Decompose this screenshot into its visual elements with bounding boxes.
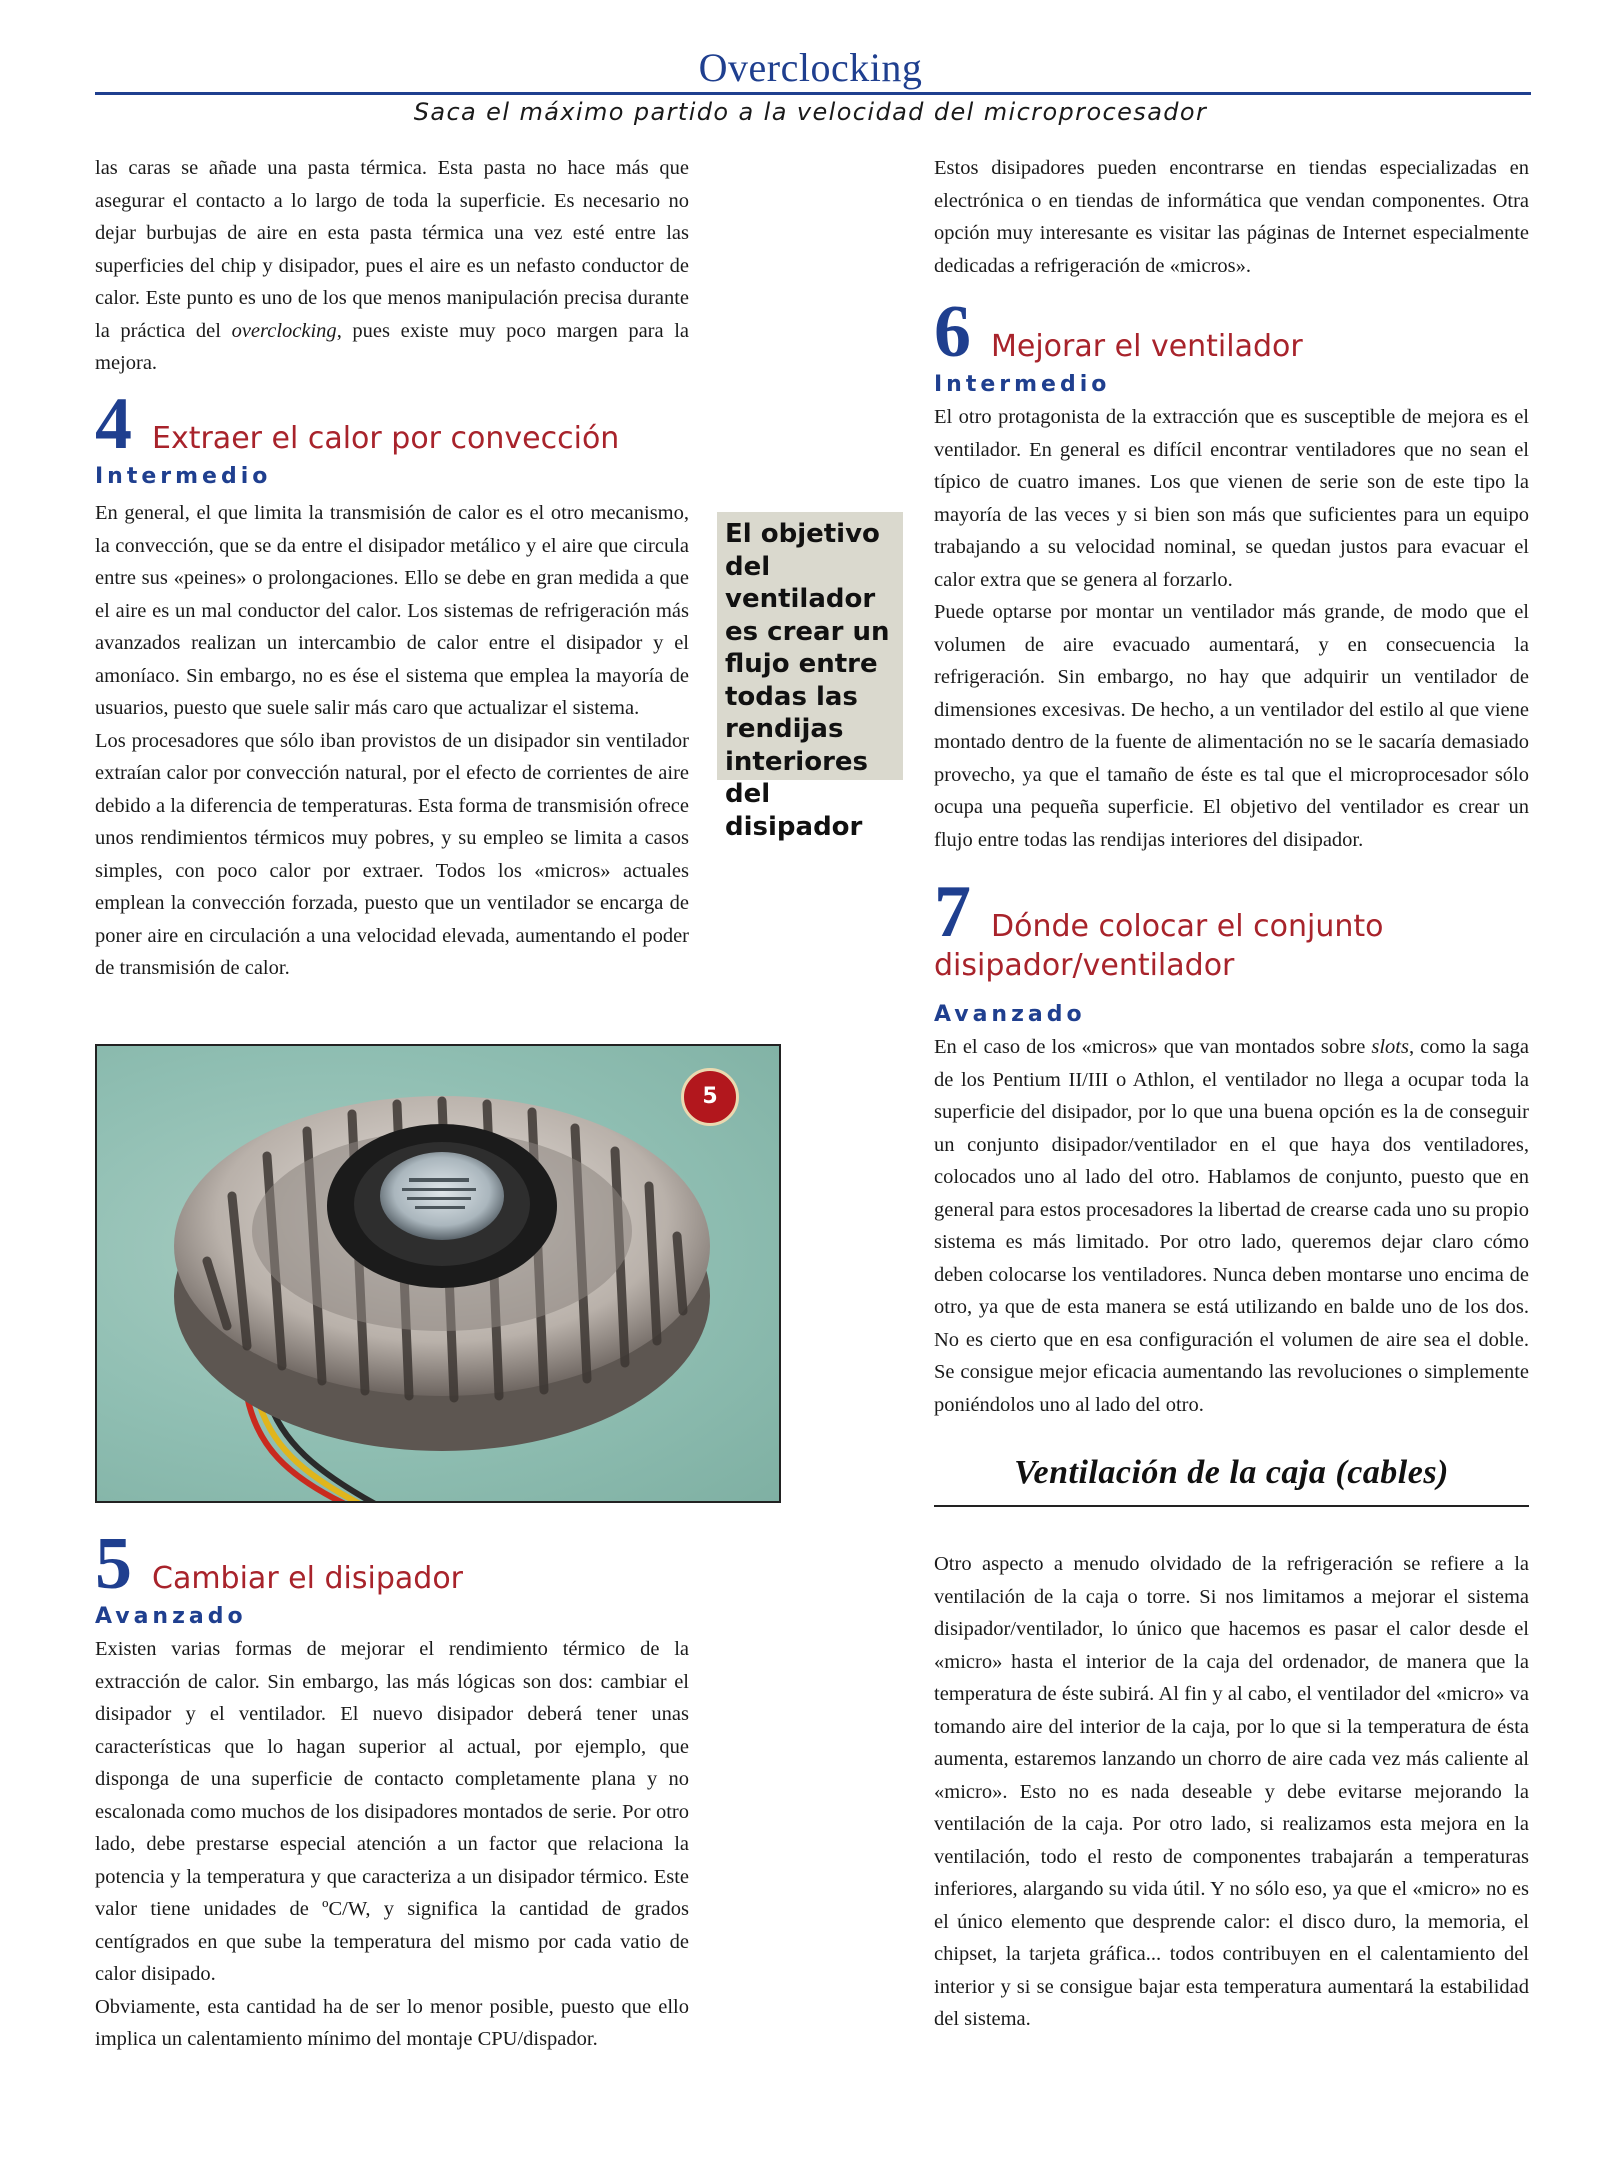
slots-term: slots: [1371, 1036, 1409, 1058]
section-title: Cambiar el disipador: [152, 1561, 464, 1596]
section-6: [934, 291, 1529, 856]
body-paragraph: Puede optarse por montar un ventilador más grande, de modo que el volumen de aire evacuado aumentará, y en consecuencia la refrigeración. Sin embargo, no hay que adquirir un ventilador de dimensiones excesivas. De hecho, a un ventilador del estilo al que viene montado dentro de la fuente de alimentación no se le sacaría demasiado provecho, ya que el tamaño de éste es tal que el microprocesador sólo ocupa una pequeña superficie. El objetivo del ventilador es crear un flujo entre todas las rendijas interiores del disipador.: [934, 601, 1529, 851]
difficulty-level: Intermedio: [934, 372, 1111, 397]
section-title-line2: disipador/ventilador: [934, 948, 1235, 983]
body-paragraph: Estos disipadores pueden encontrarse en tiendas especializadas en electrónica o en tiendas de informática que vendan componentes. Otra opción muy interesante es visitar las páginas de Internet especialmente dedicadas a refrigeración de «micros».: [934, 157, 1529, 277]
section-7: [934, 871, 1529, 1421]
pull-quote: El objetivo del ventilador es crear un flujo entre todas las rendijas interiores del disipador: [717, 512, 903, 780]
difficulty-level: Intermedio: [95, 464, 272, 489]
section-number: 7: [934, 871, 971, 953]
body-paragraph: Existen varias formas de mejorar el rendimiento térmico de la extracción de calor. Sin embargo, las más lógicas son dos: cambiar el disipador y el ventilador. El nuevo disipador deberá tener unas características que lo hagan superior al actual, por ejemplo, que disponga de una superficie de contacto completamente plana y no escalonada como muchos de los disipadores montados de serie. Por otro lado, debe prestarse especial atención a un factor que relaciona la potencia y la temperatura y que caracteriza a un disipador térmico. Este valor tiene unidades de ºC/W, y significa la cantidad de grados centígrados en que sube la temperatura del mismo por cada vatio de calor disipado.: [95, 1638, 689, 1985]
section-number: 4: [95, 383, 132, 465]
overclocking-term: overclocking: [231, 319, 337, 342]
section-4: [95, 383, 689, 985]
body-paragraph: Obviamente, esta cantidad ha de ser lo menor posible, puesto que ello implica un calentamiento mínimo del montaje CPU/dispador.: [95, 1995, 689, 2050]
right-intro: [934, 152, 1529, 282]
section-number: 5: [95, 1523, 132, 1605]
box-title-rule: [934, 1505, 1529, 1507]
difficulty-level: Avanzado: [95, 1604, 247, 1629]
difficulty-level: Avanzado: [934, 1002, 1086, 1027]
left-intro: [95, 152, 689, 380]
header-rule: [95, 92, 1531, 95]
body-paragraph: El otro protagonista de la extracción que es susceptible de mejora es el ventilador. En general es difícil encontrar ventiladores que no sean el típico de cuatro imanes. Los que vienen de serie son de este tipo la mayoría de las veces y si bien son más que suficientes para un equipo trabajando a su velocidad nominal, se quedan justos para evacuar el calor extra que se genera al forzarlo.: [934, 406, 1529, 591]
section-5: [95, 1523, 689, 2056]
section-number: 6: [934, 291, 971, 373]
body-paragraph: Los procesadores que sólo iban provistos de un disipador sin ventilador extraían calor por convección natural, por el efecto de corrientes de aire debido a la diferencia de temperaturas. Esta forma de transmisión ofrece unos rendimientos térmicos muy pobres, y su empleo se limita a casos simples, con poco calor por extraer. Todos los «micros» actuales emplean la convección forzada, puesto que un ventilador se encarga de poner aire en circulación a una velocidad elevada, aumentando el poder de transmisión de calor.: [95, 729, 689, 979]
section-5-heading: [95, 1523, 689, 1605]
section-7-heading: [934, 871, 1529, 953]
intro-paragraph: las caras se añade una pasta térmica. Esta pasta no hace más que asegurar el contacto a lo largo de toda la superficie. Es necesario no dejar burbujas de aire en esta pasta térmica una vez esté entre las superficies del chip y disipador, pues el aire es un nefasto conductor de calor. Este punto es uno de los que menos manipulación precisa durante la práctica del overclocking, pues existe muy poco margen para la mejora.: [95, 157, 690, 374]
heatsink-fan-illustration: [97, 1046, 781, 1503]
section-6-heading: [934, 291, 1529, 373]
running-header-title: Overclocking: [698, 45, 923, 90]
body-paragraph: En el caso de los «micros» que van montados sobre slots, como la saga de los Pentium II/III o Athlon, el ventilador no llega a ocupar toda la superficie del disipador, por lo que una buena opción es la de conseguir un conjunto disipador/ventilador en el que haya dos ventiladores, colocados uno al lado del otro. Hablamos de conjunto, puesto que en general para estos procesadores la libertad de crearse cada uno su propio sistema es más limitado. Por otro lado, queremos dejar claro cómo deben colocarse los ventiladores. Nunca deben montarse uno encima de otro, ya que de esta manera se está utilizando en balde uno de los dos. No es cierto que en esa configuración el volumen de aire sea el doble. Se consigue mejor eficacia aumentando las revoluciones o simplemente poniéndolos uno al lado del otro.: [934, 1036, 1529, 1416]
body-paragraph: En general, el que limita la transmisión de calor es el otro mecanismo, la convección, que se da entre el disipador metálico y el aire que circula entre sus «peines» o prolongaciones. Ello se debe en gran medida a que el aire es un mal conductor del calor. Los sistemas de refrigeración más avanzados realizan un intercambio de calor entre el disipador y el amoníaco. Sin embargo, no es ése el sistema que emplea la mayoría de usuarios, puesto que suele salir más caro que actualizar el sistema.: [95, 502, 689, 719]
figure-number-badge: 5: [681, 1068, 739, 1126]
section-4-heading: [95, 383, 689, 465]
section-title: Mejorar el ventilador: [991, 329, 1303, 364]
cooler-photo: [95, 1044, 781, 1503]
running-header-subtitle: Saca el máximo partido a la velocidad del microprocesador: [413, 98, 1208, 126]
box-title: Ventilación de la caja (cables): [1014, 1454, 1449, 1491]
box-body: [934, 1548, 1529, 2036]
body-paragraph: Otro aspecto a menudo olvidado de la refrigeración se refiere a la ventilación de la caja o torre. Si nos limitamos a mejorar el sistema disipador/ventilador, lo único que hacemos es pasar el calor desde el «micro» hasta el interior de la caja del ordenador, de manera que la temperatura de éste subirá. Al fin y al cabo, el ventilador del «micro» va tomando aire del interior de la caja, por lo que si la temperatura de ésta aumenta, estaremos lanzando un chorro de aire cada vez más caliente al «micro». Esto no es nada deseable y debe evitarse mejorando la ventilación de la caja. Por otro lado, si realizamos esta mejora en la ventilación, todo el resto de componentes trabajarán a temperaturas inferiores, alargando su vida útil. Y no sólo eso, ya que el «micro» no es el único elemento que desprende calor: el disco duro, la memoria, el chipset, la tarjeta gráfica... todos contribuyen en el calentamiento del interior y si se consigue bajar esta temperatura aumentará la estabilidad del sistema.: [934, 1553, 1529, 2030]
section-title-line1: Dónde colocar el conjunto: [991, 909, 1384, 944]
section-title: Extraer el calor por convección: [152, 421, 620, 456]
